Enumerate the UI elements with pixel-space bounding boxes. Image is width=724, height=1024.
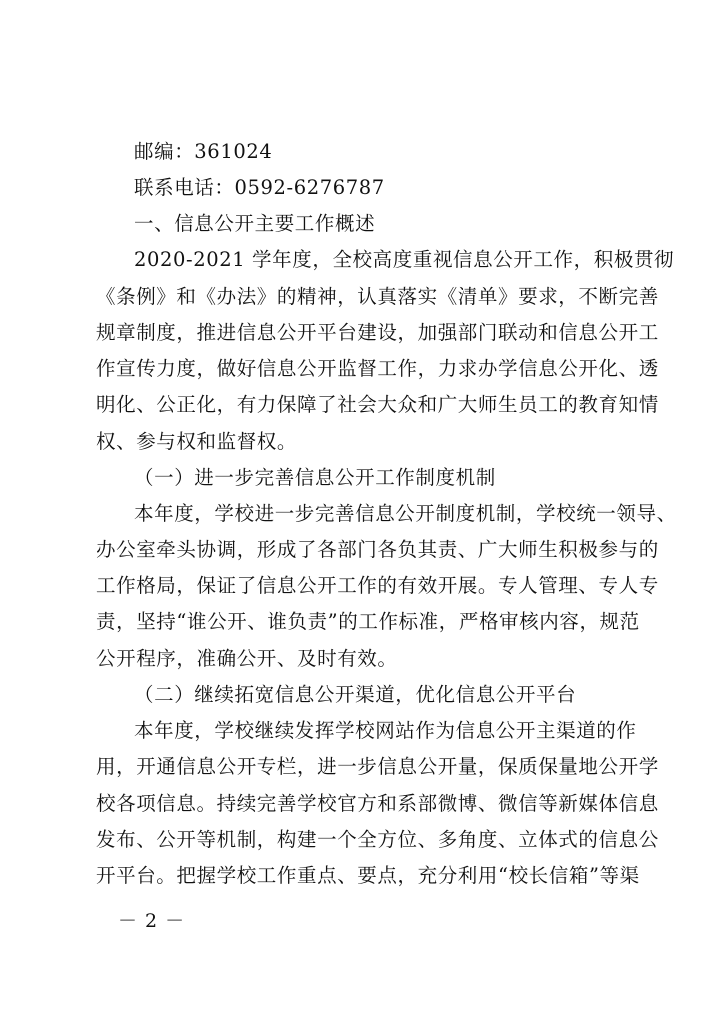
paragraph-line: 工作格局，保证了信息公开工作的有效开展。专人管理、专人专 xyxy=(96,574,659,597)
paragraph-line: 办公室牵头协调，形成了各部门各负其责、广大师生积极参与的 xyxy=(96,538,659,561)
paragraph-line: 用，开通信息公开专栏，进一步信息公开量，保质保量地公开学 xyxy=(96,755,659,778)
paragraph-line: 规章制度，推进信息公开平台建设，加强部门联动和信息公开工 xyxy=(96,321,659,344)
phone-line: 联系电话：0592-6276787 xyxy=(134,176,385,199)
paragraph-line: 作宣传力度，做好信息公开监督工作，力求办学信息公开化、透 xyxy=(96,357,659,380)
section-heading-overview: 一、信息公开主要工作概述 xyxy=(134,212,376,235)
paragraph-line: 2020-2021 学年度，全校高度重视信息公开工作，积极贯彻 xyxy=(134,248,675,271)
paragraph-line: 责，坚持“谁公开、谁负责”的工作标准，严格审核内容，规范 xyxy=(96,610,640,633)
subsection-heading-2: （二）继续拓宽信息公开渠道，优化信息公开平台 xyxy=(134,683,577,706)
paragraph-line: 发布、公开等机制，构建一个全方位、多角度、立体式的信息公 xyxy=(96,828,659,851)
paragraph-line: 明化、公正化，有力保障了社会大众和广大师生员工的教育知情 xyxy=(96,393,659,416)
paragraph-line: 本年度，学校进一步完善信息公开制度机制，学校统一领导、 xyxy=(134,502,677,525)
paragraph-line: 公开程序，准确公开、及时有效。 xyxy=(96,647,398,670)
postal-code-line: 邮编：361024 xyxy=(134,140,273,163)
page-number: － 2 － xyxy=(118,910,186,932)
paragraph-line: 校各项信息。持续完善学校官方和系部微博、微信等新媒体信息 xyxy=(96,792,659,815)
paragraph-line: 本年度，学校继续发挥学校网站作为信息公开主渠道的作 xyxy=(134,719,637,742)
subsection-heading-1: （一）进一步完善信息公开工作制度机制 xyxy=(134,466,496,489)
paragraph-line: 权、参与权和监督权。 xyxy=(96,430,298,453)
paragraph-line: 《条例》和《办法》的精神，认真落实《清单》要求，不断完善 xyxy=(96,285,659,308)
paragraph-line: 开平台。把握学校工作重点、要点，充分利用“校长信箱”等渠 xyxy=(96,864,640,887)
